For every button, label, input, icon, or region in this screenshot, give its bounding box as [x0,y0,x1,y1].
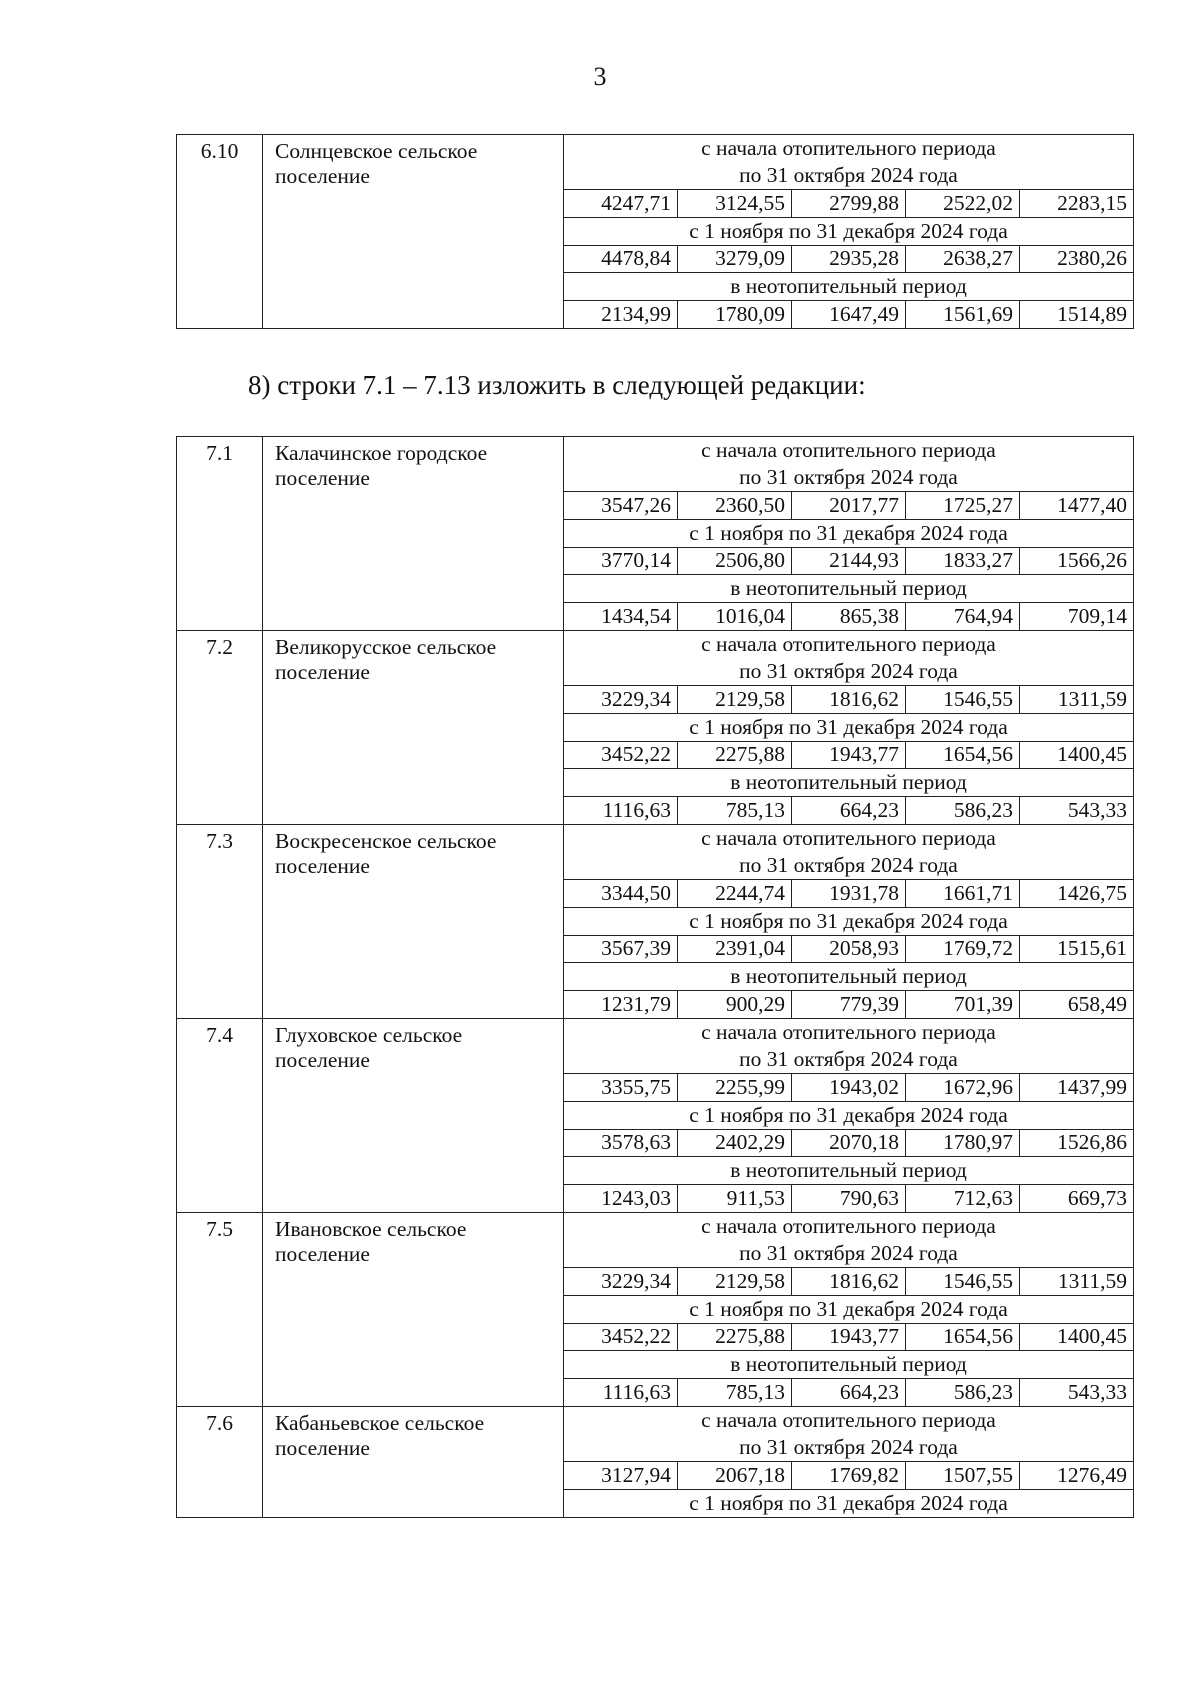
tariff-value: 865,38 [792,603,906,631]
period-label-line: по 31 октября 2024 года [739,163,958,187]
period-label [564,1489,1134,1517]
period-label-line: с 1 ноября по 31 декабря 2024 года [689,1102,1008,1127]
tariff-value: 543,33 [1020,1379,1134,1407]
settlement-name-line: Воскресенское сельское [275,828,497,853]
tariff-value: 2275,88 [678,741,792,769]
period-label-line: с начала отопительного периода [701,1407,996,1432]
tariff-value: 1647,49 [792,301,906,329]
tariff-table-new-rows [176,436,1134,1518]
tariff-value: 2638,27 [906,245,1020,273]
period-label-line: с начала отопительного периода [701,631,996,656]
period-label [564,1212,1134,1267]
tariff-value: 1931,78 [792,879,906,907]
period-label [564,824,1134,879]
tariff-value: 785,13 [678,1379,792,1407]
tariff-value: 911,53 [678,1185,792,1213]
settlement-name-line: поселение [275,1435,370,1460]
settlement-name [263,135,564,329]
tariff-value: 1546,55 [906,685,1020,713]
tariff-value: 2391,04 [678,935,792,963]
tariff-value: 3229,34 [564,685,678,713]
settlement-name [263,437,564,631]
period-label [564,963,1134,991]
period-label [564,273,1134,301]
tariff-value: 3770,14 [564,547,678,575]
tariff-value: 1116,63 [564,797,678,825]
tariff-value: 1672,96 [906,1073,1020,1101]
period-label-line: в неотопительный период [730,1158,967,1183]
period-label-line: в неотопительный период [730,274,967,299]
tariff-value: 2255,99 [678,1073,792,1101]
period-row [177,630,1134,685]
period-label-line: в неотопительный период [730,964,967,989]
period-label-line: с 1 ноября по 31 декабря 2024 года [689,520,1008,545]
tariff-value: 1514,89 [1020,301,1134,329]
settlement-name-line: Ивановское сельское [275,1216,467,1241]
period-label [564,217,1134,245]
period-label-line: с начала отопительного периода [701,1213,996,1238]
settlement-name-line: поселение [275,164,370,188]
period-label-line: с 1 ноября по 31 декабря 2024 года [689,1490,1008,1515]
tariff-value: 1231,79 [564,991,678,1019]
tariff-value: 1434,54 [564,603,678,631]
page-number: 3 [593,62,607,91]
tariff-value: 2067,18 [678,1461,792,1489]
period-row [177,824,1134,879]
period-label-line: по 31 октября 2024 года [739,1240,958,1265]
tariff-value: 1661,71 [906,879,1020,907]
tariff-value: 790,63 [792,1185,906,1213]
period-label-line: с начала отопительного периода [701,136,996,160]
tariff-value: 900,29 [678,991,792,1019]
settlement-name [263,1406,564,1517]
period-label-line: с 1 ноября по 31 декабря 2024 года [689,908,1008,933]
tariff-value: 1943,77 [792,741,906,769]
tariff-value: 3344,50 [564,879,678,907]
tariff-value: 3229,34 [564,1267,678,1295]
tariff-value: 2129,58 [678,685,792,713]
tariff-value: 764,94 [906,603,1020,631]
period-label-line: по 31 октября 2024 года [739,852,958,877]
tariff-value: 1400,45 [1020,1323,1134,1351]
period-label [564,575,1134,603]
tariff-value: 1400,45 [1020,741,1134,769]
tariff-value: 3355,75 [564,1073,678,1101]
tariff-value: 586,23 [906,1379,1020,1407]
tariff-value: 1654,56 [906,1323,1020,1351]
tariff-value: 1833,27 [906,547,1020,575]
period-label [564,519,1134,547]
tariff-value: 701,39 [906,991,1020,1019]
settlement-name-line: поселение [275,466,370,490]
tariff-value: 2134,99 [564,301,678,329]
period-label [564,769,1134,797]
tariff-value: 1437,99 [1020,1073,1134,1101]
tariff-value: 1311,59 [1020,1267,1134,1295]
period-row [177,1018,1134,1073]
tariff-value: 4478,84 [564,245,678,273]
tariff-value: 1769,72 [906,935,1020,963]
tariff-value: 2017,77 [792,492,906,520]
period-row [177,1406,1134,1461]
tariff-value: 1477,40 [1020,492,1134,520]
tariff-value: 4247,71 [564,190,678,218]
settlement-name-line: поселение [275,1047,370,1072]
tariff-value: 2935,28 [792,245,906,273]
settlement-name [263,1212,564,1406]
period-label-line: в неотопительный период [730,770,967,795]
tariff-value: 2522,02 [906,190,1020,218]
tariff-value: 1816,62 [792,685,906,713]
period-label-line: по 31 октября 2024 года [739,1434,958,1459]
tariff-value: 1507,55 [906,1461,1020,1489]
tariff-value: 1561,69 [906,301,1020,329]
amendment-heading: 8) строки 7.1 – 7.13 изложить в следующей редакции: [248,370,866,400]
tariff-value: 1546,55 [906,1267,1020,1295]
tariff-value: 3279,09 [678,245,792,273]
row-number: 6.10 [177,135,263,329]
period-label-line: с 1 ноября по 31 декабря 2024 года [689,1296,1008,1321]
tariff-value: 1276,49 [1020,1461,1134,1489]
period-label [564,1018,1134,1073]
row-number: 7.6 [177,1406,263,1517]
settlement-name [263,630,564,824]
period-label-line: по 31 октября 2024 года [739,1046,958,1071]
tariff-table-body [177,135,1134,329]
row-number: 7.5 [177,1212,263,1406]
period-label [564,135,1134,190]
row-number: 7.2 [177,630,263,824]
tariff-value: 785,13 [678,797,792,825]
tariff-value: 1566,26 [1020,547,1134,575]
period-label-line: по 31 октября 2024 года [739,658,958,683]
period-label [564,907,1134,935]
tariff-table-continuation [176,134,1134,329]
tariff-value: 1943,02 [792,1073,906,1101]
period-label [564,1101,1134,1129]
settlement-name [263,824,564,1018]
tariff-value: 1769,82 [792,1461,906,1489]
tariff-value: 3127,94 [564,1461,678,1489]
period-label-line: в неотопительный период [730,576,967,601]
tariff-value: 1243,03 [564,1185,678,1213]
period-label [564,437,1134,492]
period-row [177,135,1134,190]
tariff-value: 543,33 [1020,797,1134,825]
tariff-value: 1016,04 [678,603,792,631]
settlement-name [263,1018,564,1212]
tariff-value: 779,39 [792,991,906,1019]
tariff-value: 664,23 [792,1379,906,1407]
period-label [564,1157,1134,1185]
period-label-line: с 1 ноября по 31 декабря 2024 года [689,218,1008,243]
settlement-name-line: Великорусское сельское [275,634,497,659]
tariff-value: 1780,09 [678,301,792,329]
tariff-value: 3452,22 [564,1323,678,1351]
row-number: 7.1 [177,437,263,631]
settlement-name-line: Калачинское городское [275,441,488,465]
tariff-value: 2129,58 [678,1267,792,1295]
tariff-value: 1654,56 [906,741,1020,769]
tariff-value: 2244,74 [678,879,792,907]
tariff-value: 669,73 [1020,1185,1134,1213]
period-label-line: по 31 октября 2024 года [739,465,958,489]
period-label-line: с начала отопительного периода [701,438,996,462]
period-label [564,713,1134,741]
row-number: 7.3 [177,824,263,1018]
tariff-value: 2070,18 [792,1129,906,1157]
tariff-value: 1725,27 [906,492,1020,520]
period-label-line: с начала отопительного периода [701,1019,996,1044]
tariff-value: 2058,93 [792,935,906,963]
row-number: 7.4 [177,1018,263,1212]
tariff-value: 658,49 [1020,991,1134,1019]
tariff-value: 1426,75 [1020,879,1134,907]
tariff-value: 1943,77 [792,1323,906,1351]
tariff-value: 1780,97 [906,1129,1020,1157]
tariff-value: 1116,63 [564,1379,678,1407]
tariff-value: 1515,61 [1020,935,1134,963]
tariff-value: 1816,62 [792,1267,906,1295]
period-label-line: с начала отопительного периода [701,825,996,850]
tariff-value: 3452,22 [564,741,678,769]
tariff-value: 2144,93 [792,547,906,575]
tariff-value: 3124,55 [678,190,792,218]
period-label-line: с 1 ноября по 31 декабря 2024 года [689,714,1008,739]
tariff-value: 712,63 [906,1185,1020,1213]
period-row [177,1212,1134,1267]
tariff-value: 3547,26 [564,492,678,520]
settlement-name-line: Солнцевское сельское [275,139,478,163]
period-label [564,630,1134,685]
tariff-value: 2360,50 [678,492,792,520]
tariff-value: 3578,63 [564,1129,678,1157]
tariff-value: 2506,80 [678,547,792,575]
settlement-name-line: поселение [275,853,370,878]
period-label [564,1351,1134,1379]
tariff-table-body [177,437,1134,1518]
settlement-name-line: поселение [275,1241,370,1266]
period-label [564,1406,1134,1461]
tariff-value: 2402,29 [678,1129,792,1157]
tariff-value: 664,23 [792,797,906,825]
tariff-value: 2283,15 [1020,190,1134,218]
period-row [177,437,1134,492]
period-label-line: в неотопительный период [730,1352,967,1377]
tariff-value: 1526,86 [1020,1129,1134,1157]
tariff-value: 2380,26 [1020,245,1134,273]
tariff-value: 1311,59 [1020,685,1134,713]
settlement-name-line: Глуховское сельское [275,1022,463,1047]
period-label [564,1295,1134,1323]
tariff-value: 3567,39 [564,935,678,963]
tariff-value: 2799,88 [792,190,906,218]
tariff-value: 709,14 [1020,603,1134,631]
tariff-value: 586,23 [906,797,1020,825]
settlement-name-line: Кабаньевское сельское [275,1410,485,1435]
settlement-name-line: поселение [275,659,370,684]
tariff-value: 2275,88 [678,1323,792,1351]
